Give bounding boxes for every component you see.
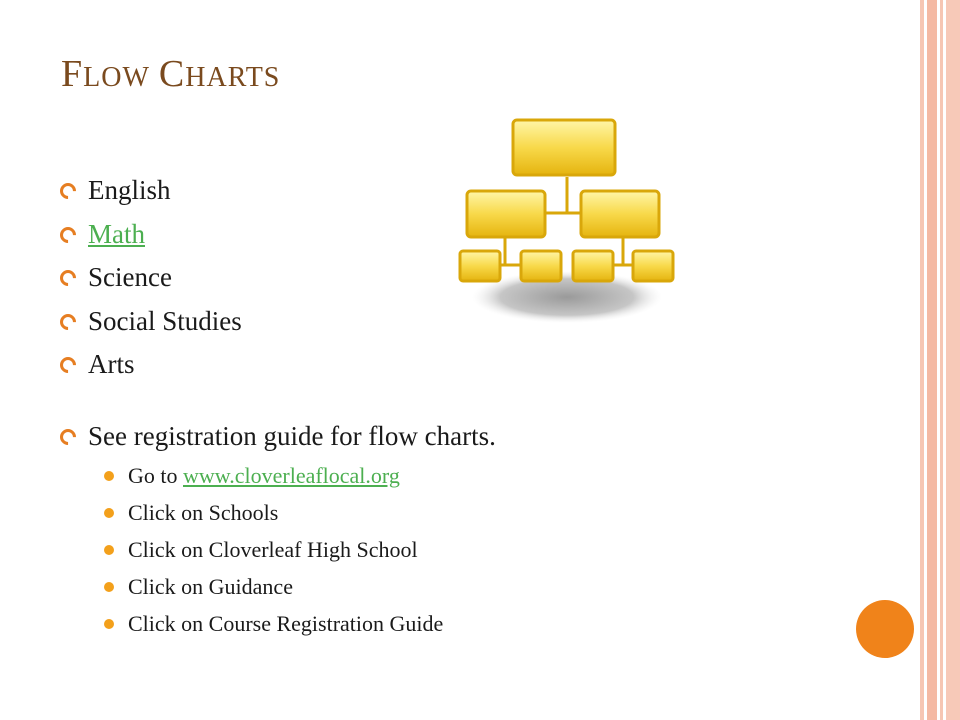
sub-bullet-icon	[104, 545, 114, 555]
slide-title: FLOW CHARTS	[61, 53, 281, 95]
bullet-arts: Arts	[60, 344, 860, 388]
cloverleaf-link[interactable]: www.cloverleaflocal.org	[183, 463, 400, 488]
bullet-icon	[57, 180, 80, 203]
bullet-social-studies: Social Studies	[60, 301, 860, 345]
bullet-icon	[57, 425, 80, 448]
bullet-english: English	[60, 170, 860, 214]
step-goto: Go to www.cloverleaflocal.org	[60, 459, 860, 496]
sub-bullet-icon	[104, 471, 114, 481]
right-border-decoration	[920, 0, 960, 720]
accent-circle	[856, 600, 914, 658]
bullet-icon	[57, 223, 80, 246]
bullet-science: Science	[60, 257, 860, 301]
sub-bullet-icon	[104, 508, 114, 518]
step-course-guide: Click on Course Registration Guide	[60, 607, 860, 644]
bullet-icon	[57, 310, 80, 333]
sub-bullet-icon	[104, 619, 114, 629]
step-schools: Click on Schools	[60, 496, 860, 533]
bullet-icon	[57, 354, 80, 377]
step-guidance: Click on Guidance	[60, 570, 860, 607]
bullet-icon	[57, 267, 80, 290]
step-high-school: Click on Cloverleaf High School	[60, 533, 860, 570]
org-chart-icon	[455, 115, 680, 325]
sub-bullet-icon	[104, 582, 114, 592]
bullet-registration-guide: See registration guide for flow charts.	[60, 416, 860, 460]
math-link[interactable]: Math	[88, 218, 145, 249]
